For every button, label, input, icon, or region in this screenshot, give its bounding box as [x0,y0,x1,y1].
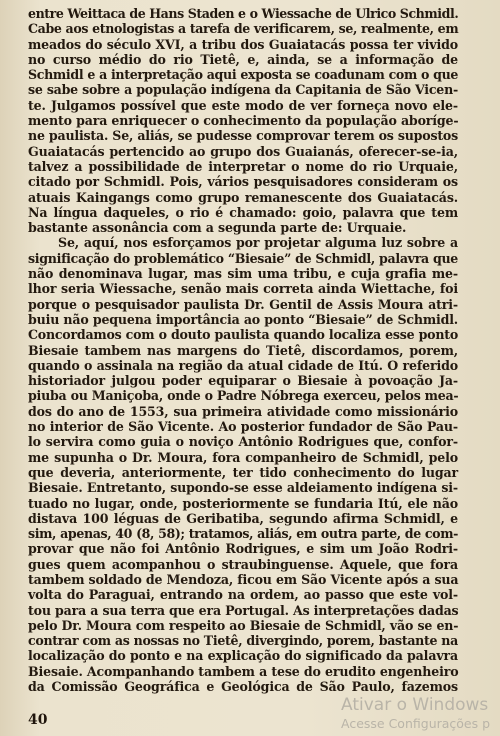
text-line: gues quem acompanhou o straubinguense. Aquele, que fora [28,556,458,572]
text-line: tambem soldado de Mendoza, ficou em São Vicente após a sua [28,571,459,587]
text-line: contrar com as nossas no Tietê, divergindo, porem, bastante na [28,633,458,649]
text-line: no curso médio do rio Tietê, e, ainda, se a informação de [28,51,458,67]
text-line: te. Julgamos possível que este modo de ver forneça novo ele- [28,97,458,113]
text-line: tou para a sua terra que era Portugal. As interpretações dadas [28,602,459,618]
text-line: atuais Kaingangs como grupo remanescente dos Guaiatacás. [28,189,458,205]
text-line: Biesaie. Acompanhando tambem a tese do erudito engenheiro [28,663,459,679]
text-line: Biesaie tambem nas margens do Tietê, discordamos, porem, [28,342,458,358]
text-line: Concordamos com o douto paulista quando localiza esse ponto [28,327,458,343]
text-line: bastante assonância com a segunda parte de: Urquaie. [28,220,407,236]
text-line: talvez a possibilidade de interpretar o nome do rio Urquaie, [28,158,458,174]
text-line: meados do século XVI, a tribu dos Guaiatacás possa ter vivido [28,36,458,52]
paragraph [28,235,458,694]
watermark-title: Ativar o Windows [341,695,489,715]
text-line: da Comissão Geográfica e Geológica de São Paulo, fazemos [28,679,458,695]
text-line: entre Weittaca de Hans Staden e o Wiessache de Ulrico Schmidl. [28,6,459,21]
text-line: distava 100 léguas de Geribatiba, segundo afirma Schmidl, e [28,510,458,526]
text-line: localização do ponto e na explicação do significado da palavra [28,648,458,664]
text-line: me supunha o Dr. Moura, fora companheiro de Schmidl, pelo [28,449,458,465]
text-line: Schmidl e a interpretação aqui exposta se coadunam com o que [28,67,459,83]
text-line: sim, apenas, 40 (8, 58); tratamos, aliás, em outra parte, de com- [28,526,458,542]
text-line: não denominava lugar, mas sim uma tribu, e cuja grafia me- [28,266,458,282]
text-line: volta do Paraguai, entrando na ordem, ao passo que este vol- [28,587,458,603]
text-line: piuba ou Maniçoba, onde o Padre Nóbrega exerceu, pelos mea- [28,388,459,404]
text-line: se sabe sobre a população indígena da Capitania de São Vicen- [28,82,458,98]
text-line: no interior de São Vicente. Ao posterior fundador de São Pau- [28,419,458,435]
text-line: significação do problemático “Biesaie” de Schmidl, palavra que [28,250,458,266]
text-line: buiu não pequena importância ao ponto “Biesaie” de Schmidl. [28,311,458,327]
text-line: lo servira como guia o noviço Antônio Rodrigues que, confor- [28,434,458,450]
text-line: Cabe aos etnologistas a tarefa de verificarem, se, realmente, em [28,21,459,37]
paragraph [28,6,458,235]
watermark-subtitle: Acesse Configurações p [341,716,491,731]
text-line: mento para enriquecer o conhecimento da população aboríge- [28,113,459,129]
text-line: Biesaie. Entretanto, supondo-se esse aldeiamento indígena si- [28,480,458,496]
text-line: pelo Dr. Moura com respeito ao Biesaie de Schmidl, vão se en- [28,617,459,633]
text-line: quando o assinala na região da atual cidade de Itú. O referido [28,357,458,373]
text-line: citado por Schmidl. Pois, vários pesquisadores consideram os [28,174,458,190]
text-line: Guaiatacás pertencido ao grupo dos Guaianás, oferecer-se-ia, [28,143,458,159]
text-line: tuado no lugar, onde, posteriormente se fundaria Itú, ele não [28,495,458,511]
text-line: provar que não foi Antônio Rodrigues, e sim um João Rodri- [28,541,458,557]
text-line: Na língua daqueles, o rio é chamado: goio, palavra que tem [28,204,458,220]
body-text [28,6,458,694]
text-line: dos do ano de 1553, sua primeira atividade como missionário [28,403,458,419]
text-line: porque o pesquisador paulista Dr. Gentil de Assis Moura atri- [28,296,458,312]
windows-activation-watermark [341,694,500,732]
text-line: historiador julgou poder equiparar o Biesaie à povoação Ja- [28,373,458,389]
text-line: lhor seria Wiessache, senão mais correta ainda Wiettache, foi [28,281,458,297]
text-line: que deveria, anteriormente, ter tido conhecimento do lugar [28,464,458,480]
text-line: ne paulista. Se, aliás, se pudesse comprovar terem os supostos [28,128,458,144]
text-line: Se, aquí, nos esforçamos por projetar alguma luz sobre a [58,235,458,251]
page-number: 40 [28,712,48,728]
